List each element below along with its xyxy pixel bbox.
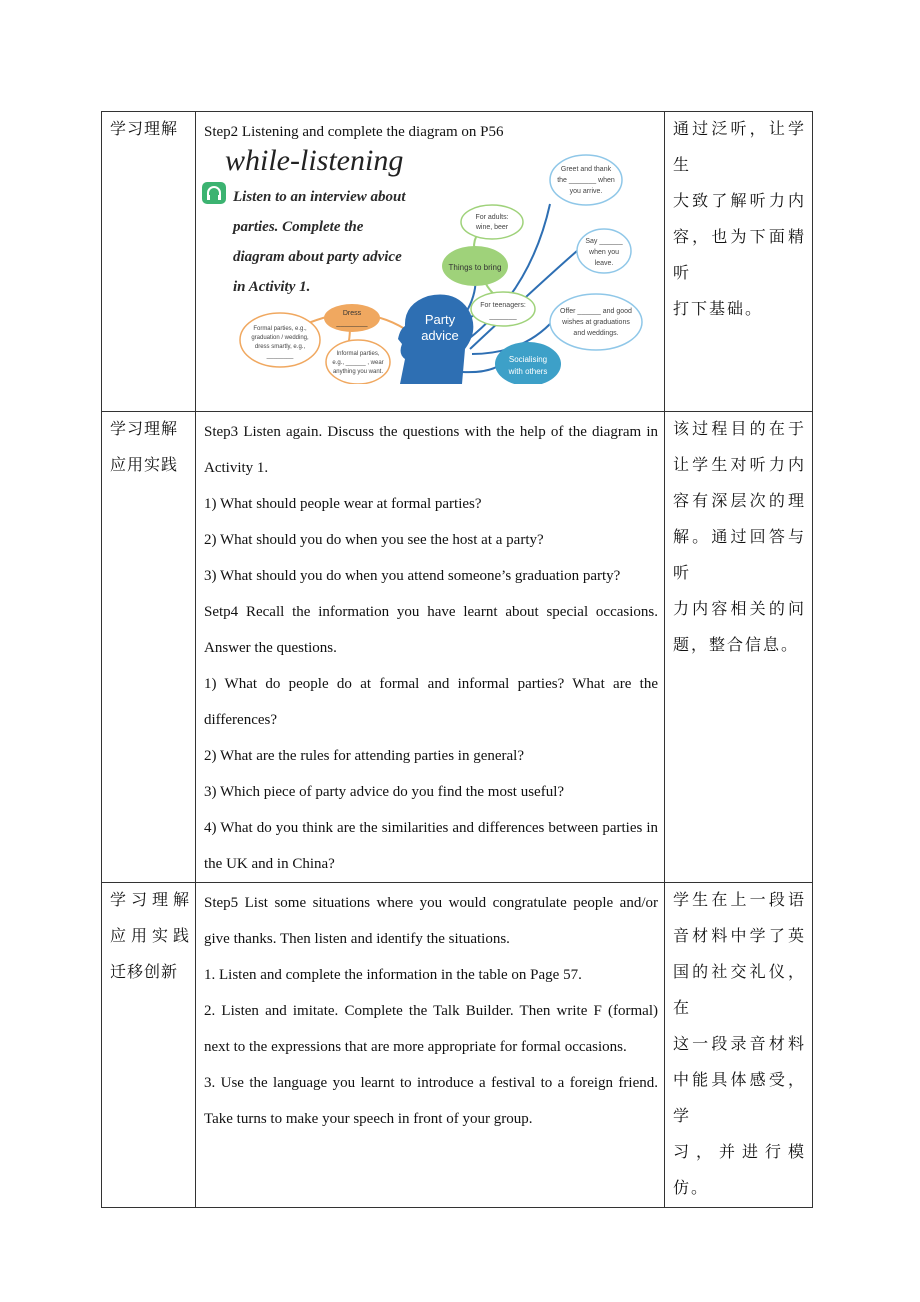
note-line: 国的社交礼仪，在 bbox=[673, 964, 806, 1017]
note-line: 容有深层次的理 bbox=[673, 493, 806, 510]
content-line: Setp4 Recall the information you have learnt about special occasions. Answer the questions. bbox=[204, 604, 658, 656]
note-line: 学生在上一段语 bbox=[673, 892, 806, 909]
headphone-icon bbox=[202, 182, 226, 204]
socialising-label: with others bbox=[508, 367, 548, 376]
socialising-label: Socialising bbox=[508, 355, 548, 364]
greet-line: the _______ when bbox=[557, 177, 615, 184]
dress-blank: ________ bbox=[336, 320, 368, 327]
stage-cell bbox=[102, 883, 196, 1208]
say-line: when you bbox=[589, 249, 619, 256]
stage-cell bbox=[102, 112, 196, 412]
note-line: 习，并进行模仿。 bbox=[673, 1144, 806, 1197]
note-line: 这一段录音材料 bbox=[673, 1036, 806, 1053]
for-teenagers-label: For teenagers: bbox=[480, 302, 526, 309]
content-line: 1) What should people wear at formal parties? bbox=[204, 496, 482, 512]
content-line: 2. Listen and imitate. Complete the Talk Builder. Then write F (formal) next to the expressions that are more appropriate for formal occasions. bbox=[204, 1003, 658, 1055]
note-line: 解。通过回答与听 bbox=[673, 529, 806, 582]
party-advice-diagram bbox=[200, 144, 650, 384]
offer-line: wishes at graduations bbox=[562, 319, 630, 326]
offer-line: Offer ______ and good bbox=[560, 308, 632, 315]
informal-line: Informal parties, bbox=[336, 351, 380, 357]
dress-label: Dress bbox=[342, 310, 362, 317]
content-line: 2) What are the rules for attending parties in general? bbox=[204, 748, 525, 764]
note-line: 打下基础。 bbox=[673, 301, 764, 318]
content-line: Step5 List some situations where you would congratulate people and/or give thanks. Then listen and identify the situations. bbox=[204, 895, 658, 947]
say-line: Say ______ bbox=[585, 238, 623, 245]
offer-line: and weddings. bbox=[573, 330, 619, 337]
instruction-line: in Activity 1. bbox=[233, 279, 311, 295]
note-cell bbox=[665, 112, 813, 412]
content-line: 3) What should you do when you attend someone’s graduation party? bbox=[204, 568, 621, 584]
stage-label: 学习理解 bbox=[110, 892, 195, 909]
content-line: 4) What do you think are the similarities and differences between parties in the UK and in China? bbox=[204, 820, 658, 872]
note-line: 中能具体感受，学 bbox=[673, 1072, 806, 1125]
note-line: 让学生对听力内 bbox=[673, 457, 806, 474]
content-cell bbox=[196, 112, 665, 412]
stage-label: 学习理解 bbox=[110, 121, 179, 138]
table-row bbox=[102, 883, 813, 1208]
informal-line: e.g., ______ , wear bbox=[332, 360, 384, 366]
table-row bbox=[102, 112, 813, 412]
content-line: 2) What should you do when you see the host at a party? bbox=[204, 532, 544, 548]
content-cell bbox=[196, 883, 665, 1208]
content-line: 1. Listen and complete the information in the table on Page 57. bbox=[204, 967, 582, 983]
content-line: 3. Use the language you learnt to introduce a festival to a foreign friend. Take turns to make your speech in front of your group. bbox=[204, 1075, 658, 1127]
say-line: leave. bbox=[594, 260, 614, 267]
for-teenagers-value: _______ bbox=[489, 313, 517, 320]
center-label: Party bbox=[424, 312, 456, 327]
stage-label: 应用实践 bbox=[110, 457, 179, 474]
formal-line: Formal parties, e.g., bbox=[253, 326, 307, 332]
content-cell bbox=[196, 412, 665, 883]
note-line: 音材料中学了英 bbox=[673, 928, 806, 945]
things-to-bring-label: Things to bring bbox=[448, 263, 502, 272]
note-line: 力内容相关的问 bbox=[673, 601, 806, 618]
diagram-heading: while-listening bbox=[225, 144, 404, 177]
greet-line: Greet and thank bbox=[560, 166, 612, 173]
greet-line: you arrive. bbox=[569, 188, 603, 195]
note-line: 通过泛听，让学生 bbox=[673, 121, 806, 174]
instruction-line: Listen to an interview about bbox=[233, 189, 406, 205]
note-cell bbox=[665, 412, 813, 883]
instruction-line: parties. Complete the bbox=[233, 219, 364, 235]
note-line: 容，也为下面精听 bbox=[673, 229, 806, 282]
step-title: Step2 Listening and complete the diagram on P56 bbox=[204, 124, 504, 140]
stage-label: 迁移创新 bbox=[110, 964, 179, 981]
lesson-plan-table bbox=[101, 111, 813, 1208]
note-line: 该过程目的在于 bbox=[673, 421, 806, 438]
for-adults-value: wine, beer bbox=[475, 224, 509, 231]
note-line: 题，整合信息。 bbox=[673, 637, 800, 654]
content-line: 1) What do people do at formal and informal parties? What are the differences? bbox=[204, 676, 658, 728]
stage-cell bbox=[102, 412, 196, 883]
formal-line: graduation / wedding, bbox=[251, 335, 309, 341]
formal-line: dress smartly, e.g., bbox=[254, 344, 306, 350]
content-line: Step3 Listen again. Discuss the questions with the help of the diagram in Activity 1. bbox=[204, 424, 658, 476]
informal-line: anything you want. bbox=[332, 369, 384, 375]
for-adults-label: For adults: bbox=[475, 214, 509, 221]
note-line: 大致了解听力内 bbox=[673, 193, 806, 210]
stage-label: 应用实践 bbox=[110, 928, 195, 945]
table-row bbox=[102, 412, 813, 883]
content-line: 3) Which piece of party advice do you find the most useful? bbox=[204, 784, 565, 800]
stage-label: 学习理解 bbox=[110, 421, 179, 438]
formal-line: ________ bbox=[266, 353, 294, 359]
note-cell bbox=[665, 883, 813, 1208]
center-label: advice bbox=[421, 328, 459, 343]
instruction-line: diagram about party advice bbox=[233, 249, 402, 265]
